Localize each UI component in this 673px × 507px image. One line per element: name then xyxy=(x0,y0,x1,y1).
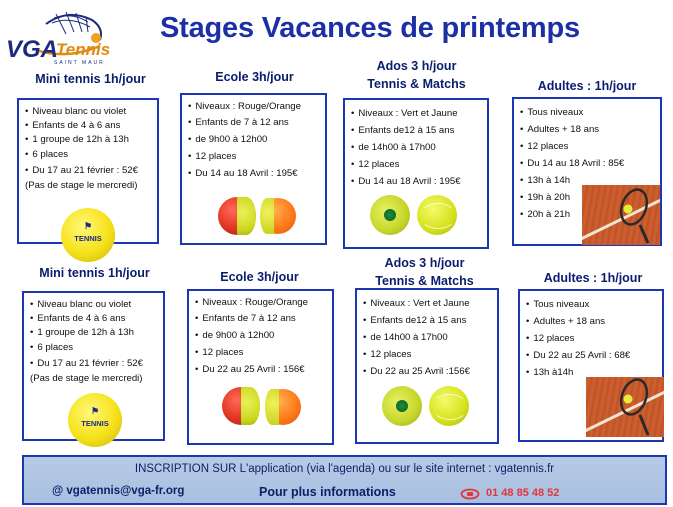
list-item: • Tous niveaux xyxy=(526,296,662,313)
card-adultes-2 xyxy=(518,289,664,442)
logo-tagline: SAINT MAUR xyxy=(54,60,105,66)
green-ball-icon xyxy=(370,195,410,235)
list-item: • Enfants de 7 à 12 ans xyxy=(188,114,325,131)
red-ball-icon xyxy=(222,387,260,425)
yellow-ball-icon xyxy=(417,195,457,235)
list-item: • Niveaux : Rouge/Orange xyxy=(195,296,332,310)
heading-mini-tennis-1: Mini tennis 1h/jour xyxy=(35,72,146,86)
list-item: • 20h à 21h xyxy=(520,206,660,223)
list-item: • 13h à 14h xyxy=(520,172,660,189)
heading-ados-2: Ados 3 h/jour Tennis & Matchs xyxy=(375,256,474,288)
list-item: • de 14h00 à 17h00 xyxy=(351,139,487,156)
green-ball-icon xyxy=(382,386,422,426)
list-item: • Adultes + 18 ans xyxy=(520,121,660,138)
list-item: • Enfants de 4 à 6 ans xyxy=(30,312,163,326)
list-item: • 1 groupe de 12h à 13h xyxy=(25,133,157,147)
card-mini-tennis-1 xyxy=(17,98,159,244)
card-ados-2 xyxy=(355,288,499,444)
list-item: • Du 22 au 25 Avril :156€ xyxy=(363,363,497,380)
list-item: • Niveau blanc ou violet xyxy=(30,298,163,312)
card-ados-1 xyxy=(343,98,489,249)
card-mini-tennis-2 xyxy=(22,291,165,441)
card-adultes-1 xyxy=(512,97,662,246)
heading-mini-tennis-2: Mini tennis 1h/jour xyxy=(39,266,150,280)
heading-ecole-1: Ecole 3h/jour xyxy=(215,70,294,84)
list-item: • 12 places xyxy=(526,330,662,347)
phone-icon xyxy=(460,488,480,500)
contact-email[interactable]: @ vgatennis@vga-fr.org xyxy=(52,485,185,497)
heading-adultes-2: Adultes : 1h/jour xyxy=(543,271,643,285)
heading-ados-1: Ados 3 h/jour Tennis & Matchs xyxy=(367,59,466,91)
mini-tennis-ball-icon: ⚑ TENNIS xyxy=(61,208,115,262)
list-item: • Niveaux : Vert et Jaune xyxy=(351,105,487,122)
list-item: • de 14h00 à 17h00 xyxy=(363,329,497,346)
contact-phone[interactable]: 01 48 85 48 52 xyxy=(486,487,560,499)
list-item: • Du 17 au 21 février : 52€ xyxy=(30,355,163,372)
list-item: • Enfants de 7 à 12 ans xyxy=(195,310,332,327)
list-item: • 1 groupe de 12h à 13h xyxy=(30,326,163,340)
list-item: • Du 22 au 25 Avril : 68€ xyxy=(526,347,662,364)
card-ecole-1 xyxy=(180,93,327,245)
heading-ecole-2: Ecole 3h/jour xyxy=(220,270,299,284)
list-item: • de 9h00 à 12h00 xyxy=(195,327,332,344)
list-item: • Niveau blanc ou violet xyxy=(25,105,157,119)
list-item: • Adultes + 18 ans xyxy=(526,313,662,330)
more-info-text: Pour plus informations xyxy=(259,485,396,499)
list-item: (Pas de stage le mercredi) xyxy=(25,179,138,191)
list-item: • 12 places xyxy=(520,138,660,155)
card-ecole-2 xyxy=(187,289,334,445)
yellow-ball-icon xyxy=(429,386,469,426)
heading-adultes-1: Adultes : 1h/jour xyxy=(537,79,637,93)
list-item: • 19h à 20h xyxy=(520,189,660,206)
list-item: • Enfants de12 à 15 ans xyxy=(363,312,497,329)
list-item: • 6 places xyxy=(25,148,157,162)
list-item: • Enfants de 4 à 6 ans xyxy=(25,119,157,133)
list-item: • Du 17 au 21 février : 52€ xyxy=(25,162,157,179)
clay-court-racket-icon xyxy=(586,377,664,437)
orange-ball-icon xyxy=(260,198,296,234)
clay-court-racket-icon xyxy=(582,185,660,245)
list-item: • Niveaux : Rouge/Orange xyxy=(188,100,325,114)
red-ball-icon xyxy=(218,197,256,235)
list-item: • 12 places xyxy=(351,156,487,173)
list-item: • Du 22 au 25 Avril : 156€ xyxy=(195,361,332,378)
list-item: • 12 places xyxy=(363,346,497,363)
list-item: • Niveaux : Vert et Jaune xyxy=(363,295,497,312)
list-item: • Du 14 au 18 Avril : 195€ xyxy=(188,165,325,182)
list-item: • de 9h00 à 12h00 xyxy=(188,131,325,148)
orange-ball-icon xyxy=(265,389,301,425)
list-item: • 13h à14h xyxy=(526,364,662,381)
list-item: • 6 places xyxy=(30,341,163,355)
list-item: • Enfants de12 à 15 ans xyxy=(351,122,487,139)
list-item: • Tous niveaux xyxy=(520,104,660,121)
list-item: (Pas de stage le mercredi) xyxy=(30,372,143,384)
list-item: • 12 places xyxy=(188,148,325,165)
list-item: • 12 places xyxy=(195,344,332,361)
logo-vga-text: VGA xyxy=(6,36,59,63)
page-title: Stages Vacances de printemps xyxy=(160,12,580,44)
logo-tennis-text: Tennis xyxy=(56,40,111,59)
footer-info-banner xyxy=(22,455,667,505)
list-item: • Du 14 au 18 Avril : 195€ xyxy=(351,173,487,190)
list-item: • Du 14 au 18 Avril : 85€ xyxy=(520,155,660,172)
registration-text: INSCRIPTION SUR L'application (via l'agenda) ou sur le site internet : vgatennis.fr xyxy=(134,463,555,475)
mini-tennis-ball-icon: ⚑ TENNIS xyxy=(68,393,122,447)
vga-tennis-logo xyxy=(6,10,111,68)
